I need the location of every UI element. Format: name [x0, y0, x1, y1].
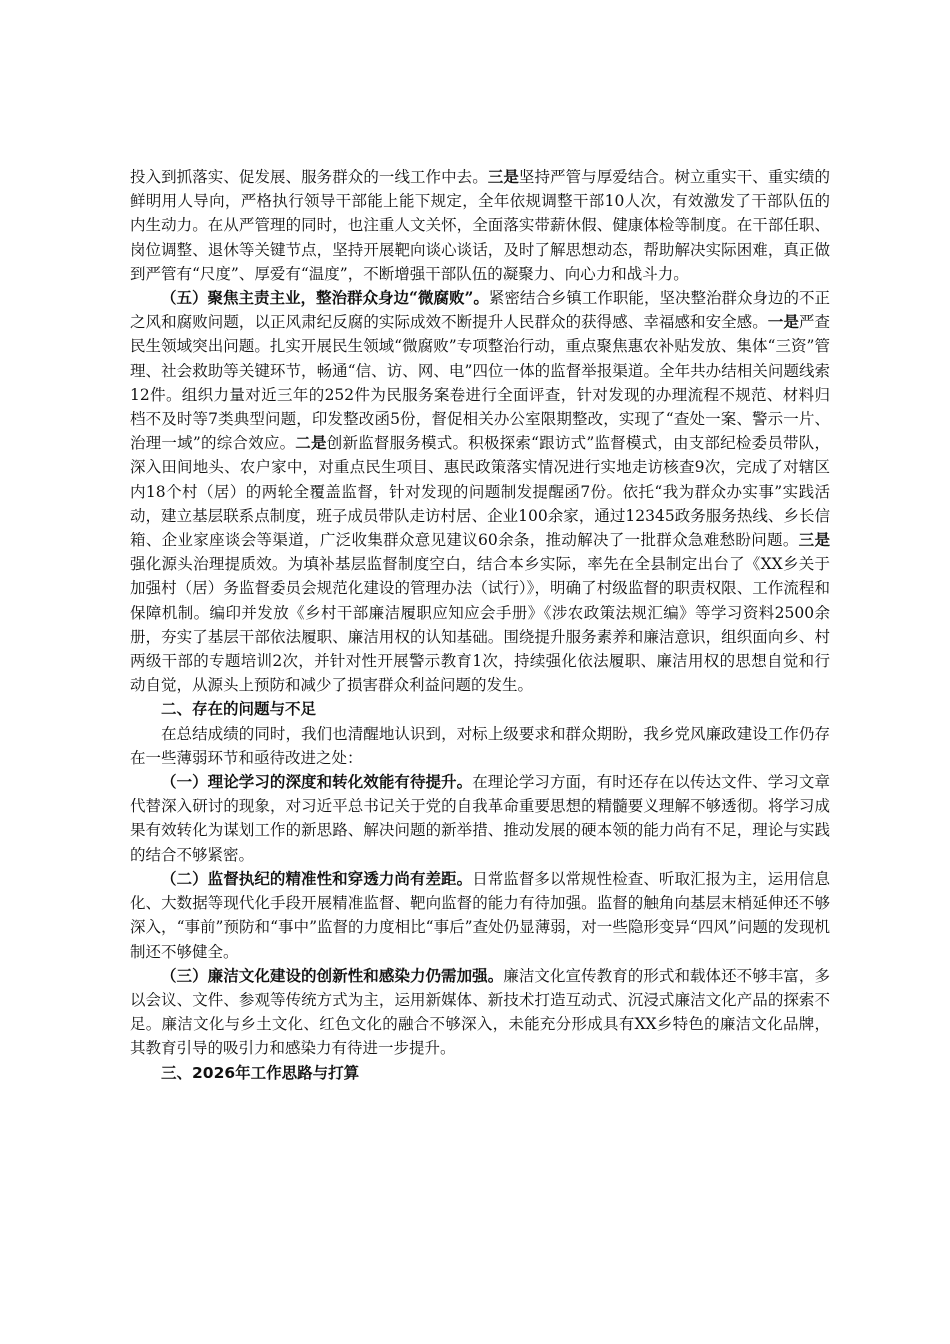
paragraph-text: 在理论学习方面，有时还存在以传达文件、学习文章代替深入研讨的现象，对习近平总书记关于党的自我革命重要思想的精髓要义理解不够透彻。将学习成果有效转化为谋划工作的新思路、解决问题的新举措、推动发展的硬本领的能力尚有不足，理论与实践的结合不够紧密。: [130, 773, 830, 864]
paragraph-text: 日常监督多以常规性检查、听取汇报为主，运用信息化、大数据等现代化手段开展精准监督、靶向监督的能力有待加强。监督的触角向基层末梢延伸还不够深入，“事前”预防和“事中”监督的力度相比“事后”查处仍显薄弱，对一些隐形变异“四风”问题的发现机制还不够健全。: [130, 869, 830, 961]
document-page: [130, 165, 830, 1085]
subsection-title: （五）聚焦主责主业，整治群众身边“微腐败”。: [161, 288, 489, 308]
paragraph-text: 严查民生领域突出问题。扎实开展民生领域“微腐败”专项整治行动，重点聚焦惠农补贴发放、集体“三资”管理、社会救助等关键环节，畅通“信、访、网、电”四位一体的监督举报渠道。全年共办结相关问题线索12件。组织力量对近三年的252件为民服务案卷进行全面评查，针对发现的办理流程不规范、材料归档不及时等7类典型问题，印发整改函5份，督促相关办公室限期整改，实现了“查处一案、警示一片、治理一域”的综合效应。: [130, 313, 830, 453]
paragraph-section-five: [130, 286, 830, 697]
subsection-title: （二）监督执纪的精准性和穿透力尚有差距。: [161, 868, 473, 888]
paragraph-text: 紧密结合乡镇工作职能，坚决整治群众身边的不正之风和腐败问题，以正风肃纪反腐的实际成效不断提升人民群众的获得感、幸福感和安全感。: [130, 289, 830, 332]
emphasis-lead: 二是: [295, 433, 327, 453]
paragraph-discipline-management: [130, 165, 830, 286]
section-heading-problems: 二、存在的问题与不足: [161, 700, 317, 719]
paragraph-text: 强化源头治理提质效。为填补基层监督制度空白，结合本乡实际，率先在全县制定出台了《XX乡关于加强村（居）务监督委员会规范化建设的管理办法（试行）》，明确了村级监督的职责权限、工作流程和保障机制。编印并发放《乡村干部廉洁履职应知应会手册》《涉农政策法规汇编》等学习资料2500余册，夯实了基层干部依法履职、廉洁用权的认知基础。围绕提升服务素养和廉洁意识，组织面向乡、村两级干部的专题培训2次，并针对性开展警示教育1次，持续强化依法履职、廉洁用权的思想自觉和行动自觉，从源头上预防和减少了损害群众利益问题的发生。: [130, 555, 830, 695]
paragraph-text: 廉洁文化宣传教育的形式和载体还不够丰富，多以会议、文件、参观等传统方式为主，运用新媒体、新技术打造互动式、沉浸式廉洁文化产品的探索不足。廉洁文化与乡土文化、红色文化的融合不够深入，未能充分形成具有XX乡特色的廉洁文化品牌，其教育引导的吸引力和感染力有待进一步提升。: [130, 966, 830, 1058]
paragraph-problem-two: [130, 867, 830, 964]
subsection-title: （一）理论学习的深度和转化效能有待提升。: [161, 772, 473, 792]
paragraph-problem-three: [130, 964, 830, 1061]
paragraph-text: 投入到抓落实、促发展、服务群众的一线工作中去。: [130, 168, 488, 186]
paragraph-text: 创新监督服务模式。积极探索“跟访式”监督模式，由支部纪检委员带队，深入田间地头、农户家中，对重点民生项目、惠民政策落实情况进行实地走访核查9次，完成了对辖区内18个村（居）的两轮全覆盖监督，针对发现的问题制发提醒函7份。依托“我为群众办实事”实践活动，建立基层联系点制度，班子成员带队走访村居、企业100余家，通过12345政务服务热线、乡长信箱、企业家座谈会等渠道，广泛收集群众意见建议60余条，推动解决了一批群众急难愁盼问题。: [130, 434, 830, 550]
subsection-title: （三）廉洁文化建设的创新性和感染力仍需加强。: [161, 965, 504, 985]
paragraph-problems-intro: 在总结成绩的同时，我们也清醒地认识到，对标上级要求和群众期盼，我乡党风廉政建设工作仍存在一些薄弱环节和亟待改进之处：: [130, 724, 830, 767]
paragraph-text: 坚持严管与厚爱结合。树立重实干、重实绩的鲜明用人导向，严格执行领导干部能上能下规定，全年依规调整干部10人次，有效激发了干部队伍的内生动力。在从严管理的同时，也注重人文关怀，全面落实带薪休假、健康体检等制度。在干部任职、岗位调整、退休等关键节点，坚持开展靶向谈心谈话，及时了解思想动态，帮助解决实际困难，真正做到严管有“尺度”、厚爱有“温度”，不断增强干部队伍的凝聚力、向心力和战斗力。: [130, 168, 830, 283]
emphasis-lead: 三是: [798, 530, 830, 550]
section-heading-plans: 三、2026年工作思路与打算: [161, 1063, 360, 1082]
emphasis-lead: 一是: [767, 312, 799, 332]
paragraph-problem-one: [130, 770, 830, 867]
emphasis-lead: 三是: [487, 167, 519, 186]
